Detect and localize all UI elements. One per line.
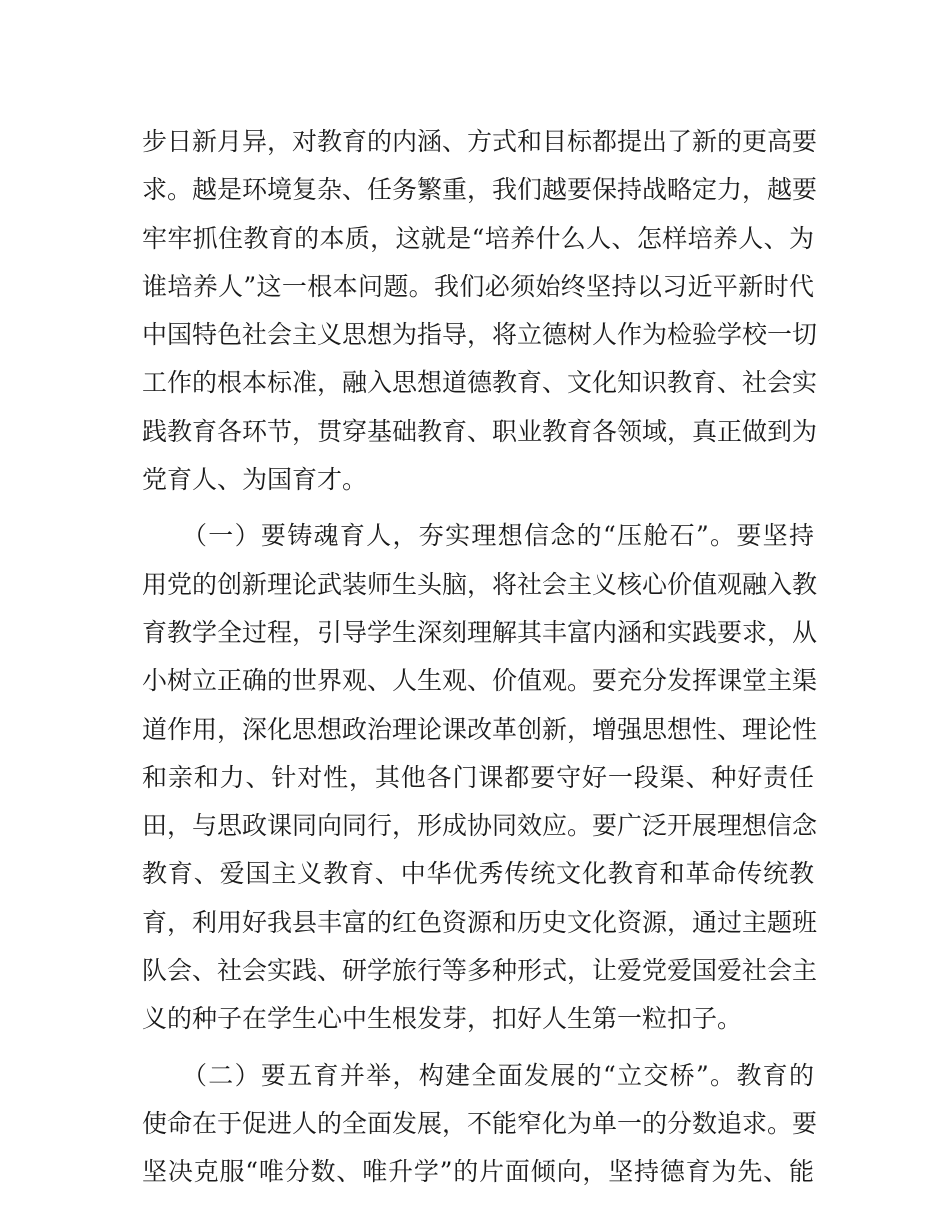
text-line: 求。越是环境复杂、任务繁重，我们越要保持战略定力，越要: [142, 175, 818, 205]
text-line: 义的种子在学生心中生根发芽，扣好人生第一粒扣子。: [142, 1004, 743, 1034]
paragraph-3: [142, 1052, 818, 1197]
text-line: 道作用，深化思想政治理论课改革创新，增强思想性、理论性: [142, 714, 818, 744]
text-line: 党育人、为国育才。: [142, 465, 368, 495]
text-line: 谁培养人”这一根本问题。我们必须始终坚持以习近平新时代: [142, 271, 814, 301]
paragraph-gap: [142, 1044, 814, 1052]
text-line: 教育、爱国主义教育、中华优秀传统文化教育和革命传统教: [142, 859, 814, 889]
text-line: 队会、社会实践、研学旅行等多种形式，让爱党爱国爱社会主: [142, 956, 818, 986]
text-line: 步日新月异，对教育的内涵、方式和目标都提出了新的更高要: [142, 127, 818, 156]
text-line: 牢牢抓住教育的本质，这就是“培养什么人、怎样培养人、为: [142, 223, 814, 253]
text-line: 和亲和力、针对性，其他各门课都要守好一段渠、种好责任: [142, 762, 814, 792]
text-line: 使命在于促进人的全面发展，不能窄化为单一的分数追求。要: [142, 1108, 818, 1138]
paragraph-gap: [142, 504, 814, 512]
text-line: 中国特色社会主义思想为指导，将立德树人作为检验学校一切: [142, 320, 818, 350]
text-line: 田，与思政课同向同行，形成协同效应。要广泛开展理想信念: [142, 811, 818, 841]
text-line: 用党的创新理论武装师生头脑，将社会主义核心价值观融入教: [142, 569, 818, 599]
text-line: 坚决克服“唯分数、唯升学”的片面倾向，坚持德育为先、能: [142, 1157, 814, 1187]
text-line: 育教学全过程，引导学生深刻理解其丰富内涵和实践要求，从: [142, 617, 818, 647]
paragraph-1: [142, 118, 818, 504]
text-line: 育，利用好我县丰富的红色资源和历史文化资源，通过主题班: [142, 907, 818, 937]
text-line: （一）要铸魂育人，夯实理想信念的“压舱石”。要坚持: [182, 521, 814, 551]
text-line: 工作的根本标准，融入思想道德教育、文化知识教育、社会实: [142, 368, 818, 398]
document-body: [142, 118, 818, 1197]
text-line: （二）要五育并举，构建全面发展的“立交桥”。教育的: [182, 1060, 814, 1090]
text-line: 小树立正确的世界观、人生观、价值观。要充分发挥课堂主渠: [142, 666, 818, 696]
paragraph-2: [142, 512, 818, 1043]
text-line: 践教育各环节，贯穿基础教育、职业教育各领域，真正做到为: [142, 416, 818, 446]
